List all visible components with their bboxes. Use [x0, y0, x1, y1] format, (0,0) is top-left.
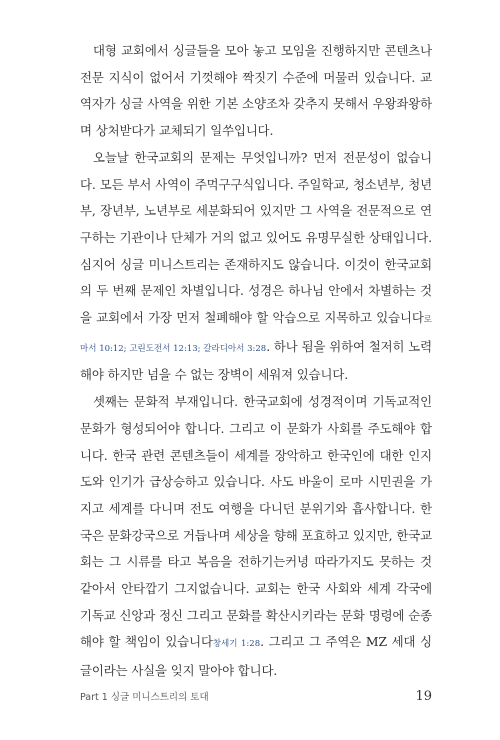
paragraph-text: . 하나 됨을 위하여 철저히 노력해야 하지만 넘을 수 없는 장벽이 세워져 있습니다.: [80, 338, 432, 383]
page-footer: [80, 689, 432, 704]
running-footer-title: Part 1 싱글 미니스트리의 토대: [80, 692, 209, 703]
scripture-reference: 창세기 1:28: [212, 639, 261, 650]
paragraph-text: 오늘날 한국교회의 문제는 무엇입니까? 먼저 전문성이 없습니다. 모든 부서 사역이 주먹구구식입니다. 주일학교, 청소년부, 청년부, 장년부, 노년부로 세분화되어 있지만 그 사역을 전문적으로 연구하는 기관이나 단체가 거의 없고 있어도 유명무실한 상태입니다. 심지어 싱글 미니스트리는 존재하지도 않습니다. 이것이 한국교회의 두 번째 문제인 차별입니다. 성경은 하나님 안에서 차별하는 것을 교회에서 가장 먼저 철폐해야 할 악습으로 지목하고 있습니다: [80, 149, 432, 326]
page-number: 19: [415, 689, 432, 704]
paragraph: [80, 389, 432, 685]
body-text: [80, 38, 432, 685]
paragraph-text: 셋째는 문화적 부재입니다. 한국교회에 성경적이며 기독교적인 문화가 형성되어야 합니다. 그리고 이 문화가 사회를 주도해야 합니다. 한국 관련 콘텐츠들이 세계를 장악하고 한국인에 대한 인지도와 인기가 급상승하고 있습니다. 사도 바울이 로마 시민권을 가지고 세계를 다니며 전도 여행을 다니던 분위기와 흡사합니다. 한국은 문화강국으로 거듭나며 세상을 향해 포효하고 있지만, 한국교회는 그 시류를 타고 복음을 전하기는커녕 따라가지도 못하는 것 같아서 안타깝기 그지없습니다. 교회는 한국 사회와 세계 각국에 기독교 신앙과 정신 그리고 문화를 확산시키라는 문화 명령에 순종해야 할 책임이 있습니다: [80, 394, 432, 650]
paragraph-text: 대형 교회에서 싱글들을 모아 놓고 모임을 진행하지만 콘텐츠나 전문 지식이 없어서 기껏해야 짝짓기 수준에 머물러 있습니다. 교역자가 싱글 사역을 위한 기본 소양조차 갖추지 못해서 우왕좌왕하며 상처받다가 교체되기 일쑤입니다.: [80, 43, 432, 139]
paragraph-text: . 그리고 그 주역은 MZ 세대 싱글이라는 사실을 잊지 말아야 합니다.: [80, 634, 432, 679]
paragraph: [80, 145, 432, 389]
paragraph: [80, 38, 432, 145]
scripture-reference: 로마서 10:12; 고린도전서 12:13; 갈라디아서 3:28: [80, 315, 432, 354]
